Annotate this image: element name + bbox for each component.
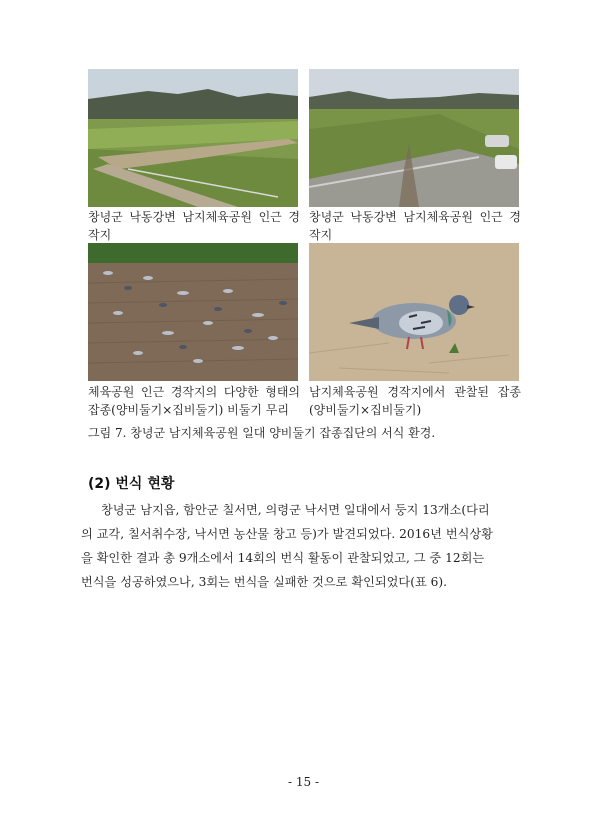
photo-caption [309,383,521,419]
caption-line: 체육공원 인근 경작지의 다양한 형태의 [88,385,300,399]
caption-line: 작지 [309,228,333,242]
photo-road-guardrail [309,69,519,207]
caption-line: 남지체육공원 경작지에서 관찰된 잡종 [309,385,521,399]
caption-line: 작지 [88,228,112,242]
paragraph-line: 을 확인한 결과 총 9개소에서 14회의 번식 활동이 관찰되었고, 그 중 12회는 [81,551,485,565]
body-paragraph [81,498,527,594]
photo-single-pigeon [309,243,519,381]
caption-line: 창녕군 낙동강변 남지체육공원 인근 경 [309,210,521,224]
paragraph-line: 의 교각, 칠서취수장, 낙서면 농산물 창고 등)가 발견되었다. 2016년 번식상황 [81,527,493,541]
photo-pigeon-flock [88,243,298,381]
caption-line: 창녕군 낙동강변 남지체육공원 인근 경 [88,210,300,224]
section-title: (2) 번식 현황 [88,476,175,492]
photo-farmland-road [88,69,298,207]
page-number: - 15 - [287,775,319,789]
photo-caption [88,208,300,244]
paragraph-line: 번식을 성공하였으나, 3회는 번식을 실패한 것으로 확인되었다(표 6). [81,575,447,589]
photo-caption [309,208,521,244]
paragraph-line: 창녕군 남지읍, 함안군 칠서면, 의령군 낙서면 일대에서 둥지 13개소(다리 [101,503,490,517]
caption-line: (양비둘기×집비둘기) [309,403,422,417]
caption-line: 잡종(양비둘기×집비둘기) 비둘기 무리 [88,403,289,417]
photo-caption [88,383,300,419]
figure-caption: 그림 7. 창녕군 남지체육공원 일대 양비둘기 잡종집단의 서식 환경. [88,426,436,440]
